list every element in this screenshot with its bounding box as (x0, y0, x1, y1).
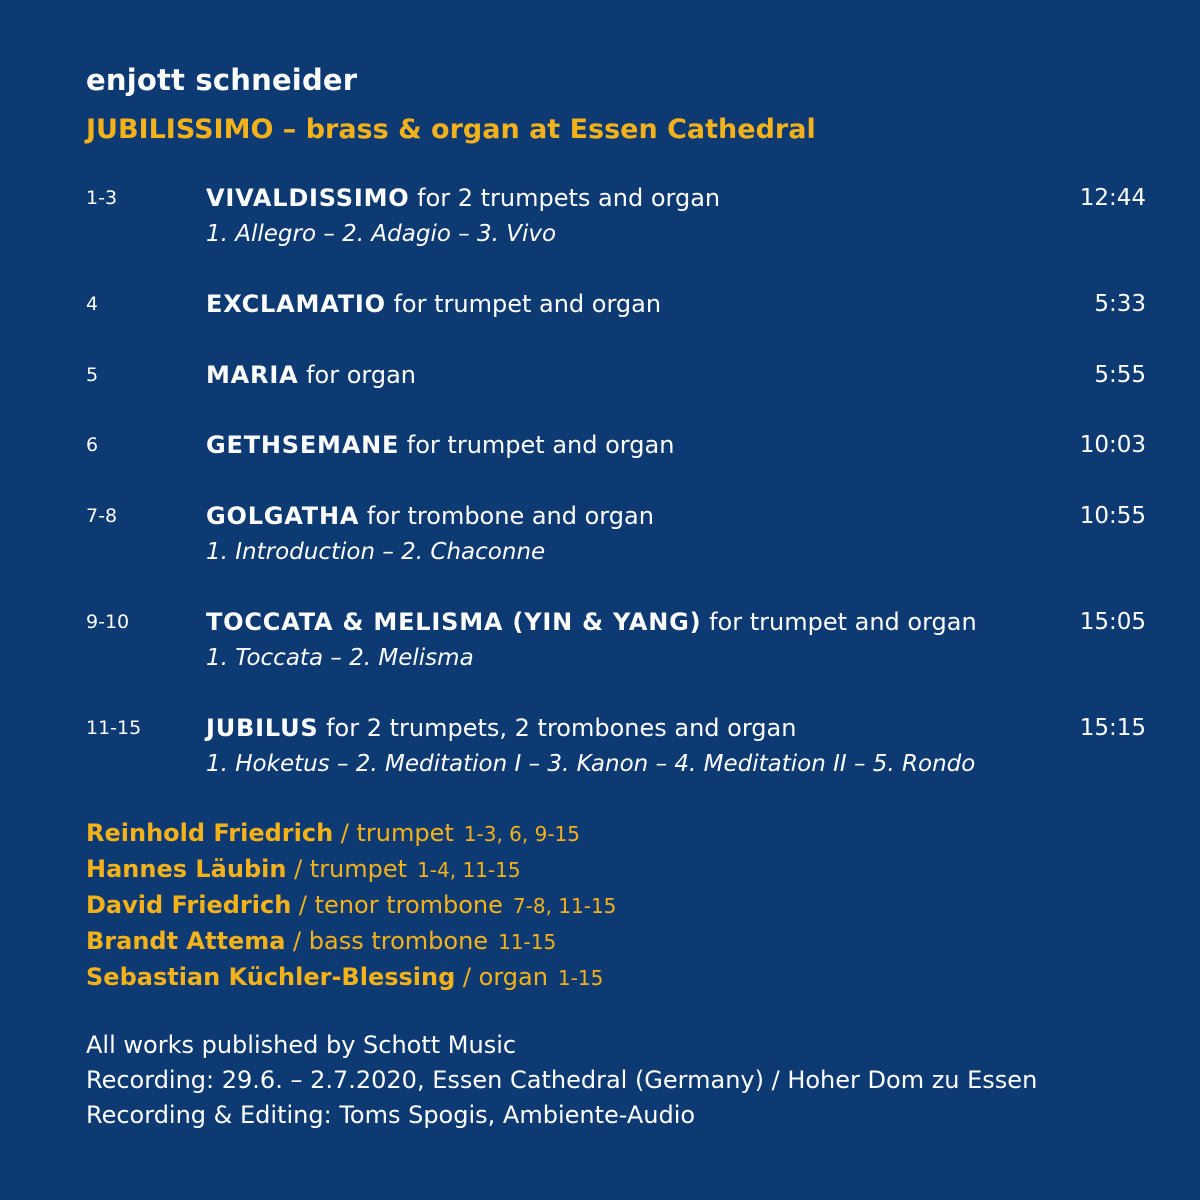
performer-instrument: / tenor trombone (291, 891, 503, 919)
performer-instrument: / trumpet (333, 819, 454, 847)
track-duration: 5:55 (1094, 362, 1146, 388)
credits (86, 1028, 1037, 1133)
track-number: 7-8 (86, 505, 118, 527)
performer-row (86, 960, 616, 996)
performer-tracks: 7-8, 11-15 (512, 894, 617, 918)
performer-tracks: 1-4, 11-15 (417, 858, 521, 882)
credit-line: Recording: 29.6. – 2.7.2020, Essen Cathedral (Germany) / Hoher Dom zu Essen (86, 1066, 1038, 1094)
credit-line: All works published by Schott Music (86, 1031, 517, 1059)
work-title: TOCCATA & MELISMA (YIN & YANG) (206, 608, 702, 636)
work-instrumentation: for organ (298, 361, 416, 389)
work-title: MARIA (206, 361, 299, 389)
performer-instrument: / bass trombone (285, 927, 489, 955)
performer-row (86, 888, 616, 924)
work-movements: 1. Toccata – 2. Melisma (206, 645, 474, 671)
track-number: 5 (86, 364, 99, 386)
work-title: EXCLAMATIO (206, 290, 386, 318)
performer-tracks: 1-15 (557, 966, 604, 990)
performer-instrument: / trumpet (286, 855, 408, 883)
composer-name: enjott schneider (86, 63, 358, 97)
track-duration: 5:33 (1094, 291, 1146, 317)
track-number: 9-10 (86, 611, 130, 633)
work-instrumentation: for 2 trumpets, 2 trombones and organ (318, 714, 797, 742)
track-duration: 10:03 (1079, 432, 1146, 458)
work-title: GOLGATHA (206, 502, 360, 530)
performer-tracks: 1-3, 6, 9-15 (463, 822, 581, 846)
work-instrumentation: for 2 trumpets and organ (409, 184, 721, 212)
track-duration: 15:05 (1079, 609, 1146, 635)
work-instrumentation: for trumpet and organ (701, 608, 977, 636)
work-title: GETHSEMANE (206, 431, 400, 459)
performer-row (86, 924, 616, 960)
performer-list (86, 816, 616, 996)
track-duration: 12:44 (1079, 185, 1146, 211)
track-number: 6 (86, 434, 99, 456)
performer-tracks: 11-15 (498, 930, 557, 954)
work-movements: 1. Hoketus – 2. Meditation I – 3. Kanon – 4. Meditation II – 5. Rondo (206, 751, 976, 777)
performer-instrument: / organ (455, 963, 548, 991)
work-title: VIVALDISSIMO (206, 184, 410, 212)
track-duration: 15:15 (1079, 715, 1146, 741)
work-movements: 1. Introduction – 2. Chaconne (206, 539, 546, 565)
track-number: 4 (86, 293, 99, 315)
credit-line: Recording & Editing: Toms Spogis, Ambiente-Audio (86, 1101, 696, 1129)
header (86, 58, 816, 152)
track-number: 1-3 (86, 187, 118, 209)
performer-name: Reinhold Friedrich (86, 819, 334, 847)
work-instrumentation: for trumpet and organ (399, 431, 675, 459)
performer-row (86, 816, 616, 852)
performer-name: Sebastian Küchler-Blessing (86, 963, 456, 991)
album-title: JUBILISSIMO – brass & organ at Essen Cathedral (86, 114, 816, 145)
performer-name: David Friedrich (86, 891, 292, 919)
work-instrumentation: for trumpet and organ (385, 290, 662, 318)
track-number: 11-15 (86, 717, 142, 739)
work-title: JUBILUS (206, 714, 319, 742)
performer-name: Hannes Läubin (86, 855, 287, 883)
work-movements: 1. Allegro – 2. Adagio – 3. Vivo (206, 221, 557, 247)
performer-name: Brandt Attema (86, 927, 286, 955)
work-instrumentation: for trombone and organ (359, 502, 654, 530)
track-duration: 10:55 (1079, 503, 1146, 529)
performer-row (86, 852, 616, 888)
